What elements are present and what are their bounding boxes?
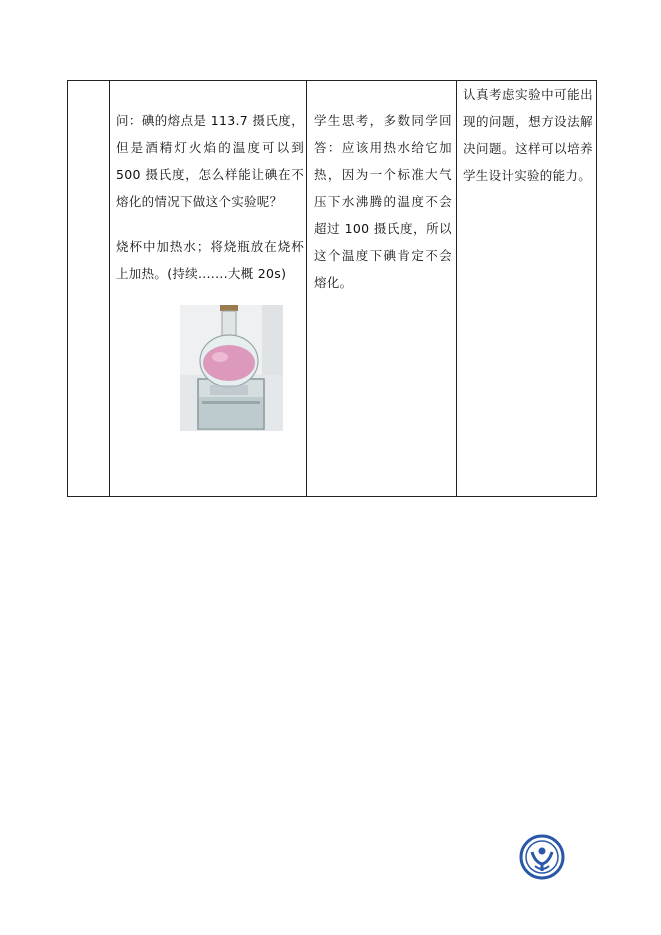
flask-photo bbox=[180, 305, 283, 431]
teacher-action: 烧杯中加热水；将烧瓶放在烧杯上加热。(持续.......大概 20s) bbox=[116, 239, 304, 281]
column-divider bbox=[306, 81, 307, 496]
student-activity-cell: 学生思考，多数同学回答：应该用热水给它加热，因为一个标准大气压下水沸腾的温度不会超过 100 摄氏度，所以这个温度下碘肯定不会熔化。 bbox=[314, 113, 452, 290]
column-divider bbox=[456, 81, 457, 496]
teacher-question: 问：碘的熔点是 113.7 摄氏度，但是酒精灯火焰的温度可以到 500 摄氏度，怎么样能让碘在不熔化的情况下做这个实验呢？ bbox=[116, 113, 304, 209]
school-emblem-icon bbox=[519, 834, 565, 880]
design-intent-cell: 认真考虑实验中可能出现的问题，想方设法解决问题。这样可以培养学生设计实验的能力。 bbox=[463, 87, 593, 183]
column-divider bbox=[109, 81, 110, 496]
lesson-table bbox=[67, 80, 597, 497]
teacher-activity-cell bbox=[116, 107, 304, 287]
